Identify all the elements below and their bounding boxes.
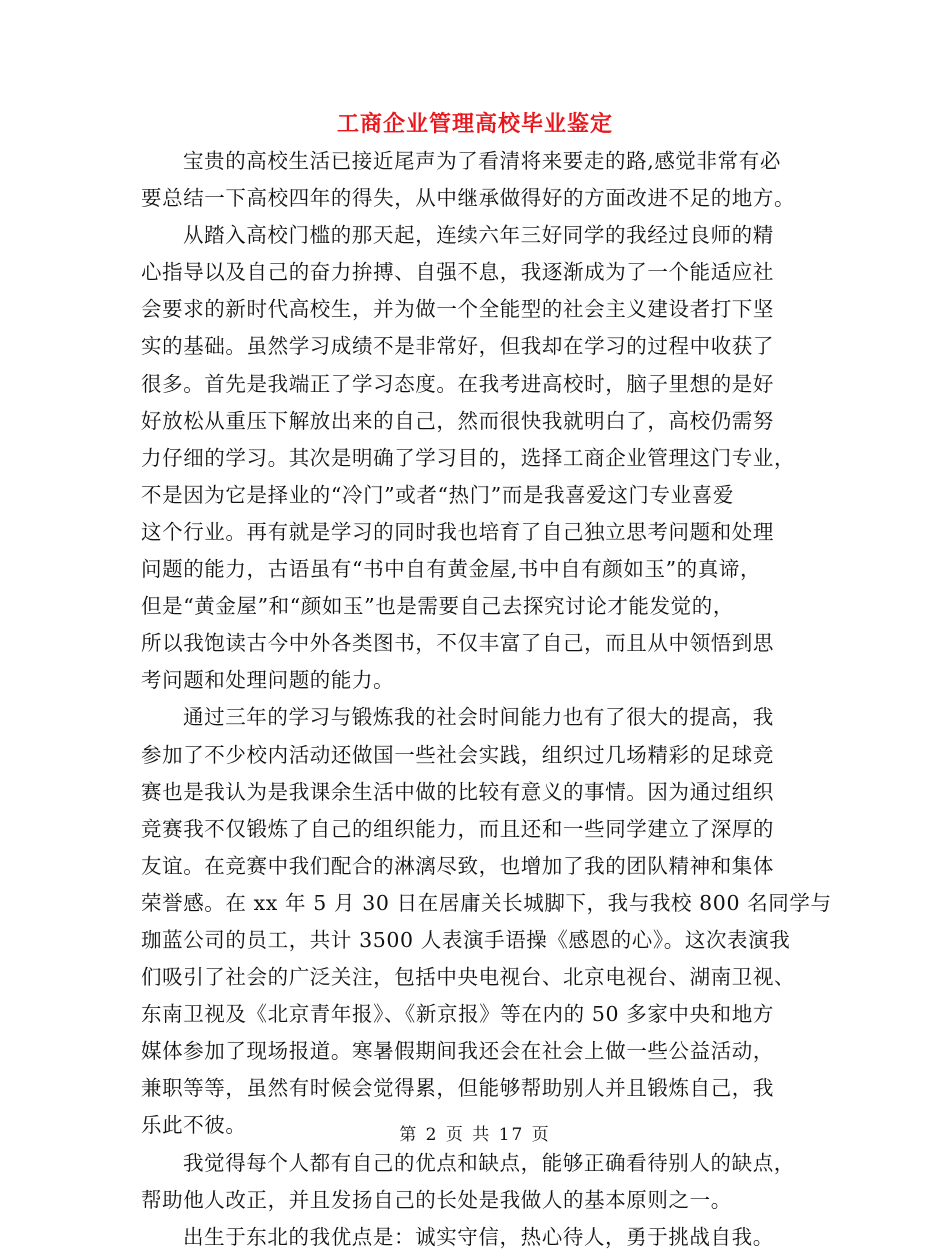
text-line: 兼职等等，虽然有时候会觉得累，但能够帮助别人并且锻炼自己，我 <box>141 1076 774 1101</box>
text-line: 心指导以及自己的奋力拚搏、自强不息，我逐渐成为了一个能适应社 <box>141 260 774 285</box>
page-number-footer: 第 2 页 共 17 页 <box>399 1125 551 1145</box>
text-line: 竞赛我不仅锻炼了自己的组织能力，而且还和一些同学建立了深厚的 <box>141 816 774 841</box>
text-line: 很多。首先是我端正了学习态度。在我考进高校时，脑子里想的是好 <box>141 371 774 396</box>
text-line: 好放松从重压下解放出来的自己，然而很快我就明白了，高校仍需努 <box>141 408 774 433</box>
document-title: 工商企业管理高校毕业鉴定 <box>336 111 613 137</box>
text-line: 帮助他人改正，并且发扬自己的长处是我做人的基本原则之一。 <box>141 1187 732 1212</box>
text-line: 力仔细的学习。其次是明确了学习目的，选择工商企业管理这门专业， <box>141 445 796 470</box>
text-line: 不是因为它是择业的“冷门”或者“热门”而是我喜爱这门专业喜爱 <box>141 482 734 507</box>
text-line: 所以我饱读古今中外各类图书，不仅丰富了自己，而且从中领悟到思 <box>141 631 774 656</box>
paragraph-first-line: 从踏入高校门槛的那天起，连续六年三好同学的我经过良师的精 <box>183 223 774 248</box>
text-line: 问题的能力，古语虽有“书中自有黄金屋,书中自有颜如玉”的真谛， <box>141 557 762 582</box>
text-line: 珈蓝公司的员工，共计 3500 人表演手语操《感恩的心》。这次表演我 <box>141 927 791 952</box>
text-line: 考问题和处理问题的能力。 <box>141 668 395 693</box>
text-line: 实的基础。虽然学习成绩不是非常好，但我却在学习的过程中收获了 <box>141 334 774 359</box>
paragraph-first-line: 通过三年的学习与锻炼我的社会时间能力也有了很大的提高，我 <box>183 705 774 730</box>
document-body <box>141 143 832 1256</box>
text-line: 们吸引了社会的广泛关注，包括中央电视台、北京电视台、湖南卫视、 <box>141 965 796 990</box>
text-line: 友谊。在竞赛中我们配合的淋漓尽致，也增加了我的团队精神和集体 <box>141 853 774 878</box>
text-line: 东南卫视及《北京青年报》、《新京报》等在内的 50 多家中央和地方 <box>141 1002 774 1027</box>
paragraph-first-line: 宝贵的高校生活已接近尾声为了看清将来要走的路,感觉非常有必 <box>183 149 781 173</box>
text-line: 会要求的新时代高校生，并为做一个全能型的社会主义建设者打下坚 <box>141 297 774 322</box>
text-line: 荣誉感。在 xx 年 5 月 30 日在居庸关长城脚下，我与我校 800 名同学与 <box>141 890 832 915</box>
text-line: 但是“黄金屋”和“颜如玉”也是需要自己去探究讨论才能发觉的， <box>141 594 734 619</box>
text-line: 要总结一下高校四年的得失，从中继承做得好的方面改进不足的地方。 <box>141 186 796 211</box>
paragraph-first-line: 出生于东北的我优点是：诚实守信，热心待人，勇于挑战自我。 <box>183 1224 774 1249</box>
text-line: 这个行业。再有就是学习的同时我也培育了自己独立思考问题和处理 <box>141 519 774 544</box>
text-line: 乐此不彼。 <box>141 1113 247 1138</box>
paragraph-first-line: 我觉得每个人都有自己的优点和缺点，能够正确看待别人的缺点， <box>183 1150 795 1175</box>
text-line: 参加了不少校内活动还做国一些社会实践，组织过几场精彩的足球竞 <box>141 742 774 767</box>
text-line: 媒体参加了现场报道。寒暑假期间我还会在社会上做一些公益活动， <box>141 1039 774 1064</box>
text-line: 赛也是我认为是我课余生活中做的比较有意义的事情。因为通过组织 <box>141 779 774 804</box>
